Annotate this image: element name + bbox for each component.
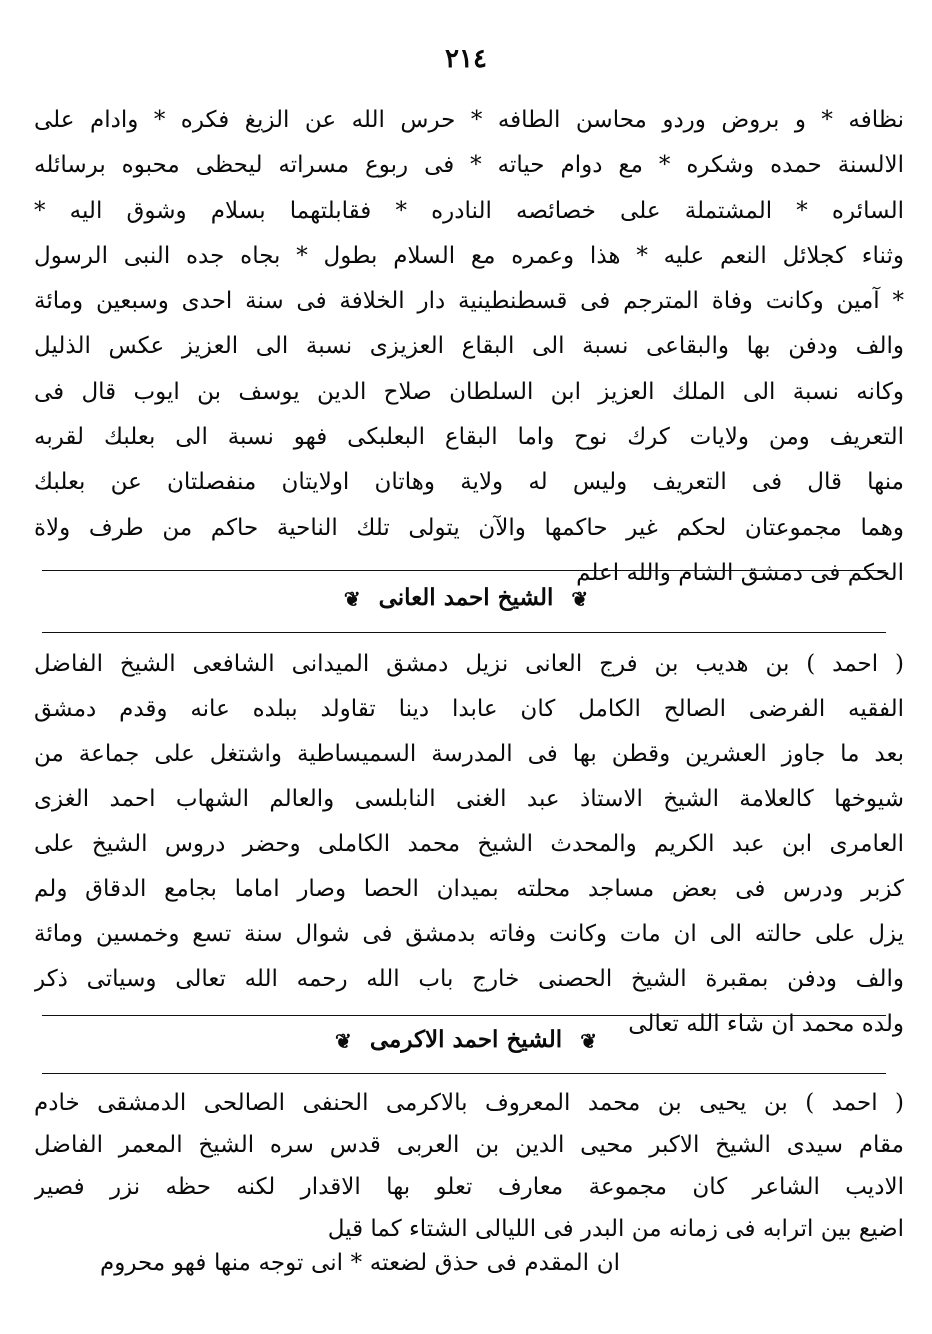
section-heading-al-ani bbox=[0, 584, 932, 611]
text-line: التعريف ومن ولايات كرك نوح واما البقاع البعلبكى فهو نسبة الى بعلبك لقربه bbox=[34, 424, 904, 451]
text-line: والف ودفن بمقبرة الشيخ الحصنى خارج باب الله رحمه الله تعالى وسياتى ذكر bbox=[34, 966, 904, 992]
continuation-paragraph bbox=[34, 98, 904, 596]
text-line: كزبر ودرس فى بعض مساجد محلته بميدان الحصا وصار اماما بجامع الدقاق ولم bbox=[34, 876, 904, 902]
text-line: منها قال فى التعريف وليس له ولاية وهاتان اولايتان منفصلتان عن بعلبك bbox=[34, 469, 904, 496]
text-line: ( احمد ) بن يحيى بن محمد المعروف بالاكرمى الحنفى الصالحى الدمشقى خادم bbox=[34, 1090, 904, 1116]
biography-al-akrami bbox=[34, 1082, 904, 1250]
text-line: شيوخها كالعلامة الشيخ الاستاذ عبد الغنى النابلسى والعالم الشهاب احمد الغزى bbox=[34, 786, 904, 812]
ornament-icon: ❦ bbox=[335, 1029, 352, 1053]
section-divider-top bbox=[42, 1015, 886, 1016]
ornament-icon: ❦ bbox=[343, 587, 361, 611]
text-line: اضيع بين اترابه فى زمانه من البدر فى الليالى الشتاء كما قيل bbox=[327, 1216, 904, 1242]
text-line: الالسنة حمده وشكره * مع دوام حياته * فى ربوع مسراته ليحظى محبوه برسائله bbox=[34, 152, 904, 179]
section-heading-al-akrami bbox=[0, 1026, 932, 1053]
text-line: ولده محمد ان شاء الله تعالى bbox=[628, 1011, 904, 1037]
text-line: نظافه * و بروض وردو محاسن الطافه * حرس الله عن الزيغ فكره * وادام على bbox=[34, 107, 904, 133]
text-line: العامرى ابن عبد الكريم والمحدث الشيخ محمد الكاملى وحضر دروس الشيخ على bbox=[34, 831, 904, 857]
text-line: الحكم فى دمشق الشام والله اعلم bbox=[576, 559, 904, 586]
text-line: يزل على حالته الى ان مات وكانت وفاته بدمشق فى شوال سنة تسع وخمسين ومائة bbox=[34, 921, 904, 947]
text-line: السائره * المشتملة على خصائصه النادره * فقابلتهما بسلام وشوق اليه * bbox=[34, 197, 904, 224]
section-divider-bottom bbox=[42, 1073, 886, 1074]
text-line: بعد ما جاوز العشرين وقطن بها فى المدرسة السميساطية واشتغل على جماعة من bbox=[34, 741, 904, 767]
text-line: وكانه نسبة الى الملك العزيز ابن السلطان صلاح الدين يوسف بن ايوب قال فى bbox=[34, 378, 904, 405]
text-line: الاديب الشاعر كان مجموعة معارف تعلو بها الاقدار لكنه حظه نزر فصير bbox=[34, 1174, 904, 1200]
section-divider-top bbox=[42, 570, 886, 571]
text-line: مقام سيدى الشيخ الاكبر محيى الدين بن العربى قدس سره الشيخ المعمر الفاضل bbox=[34, 1132, 904, 1158]
text-line: والف ودفن بها والبقاعى نسبة الى البقاع العزيزى نسبة الى العزيز عكس الذليل bbox=[34, 333, 904, 360]
section-divider-bottom bbox=[42, 632, 886, 633]
text-line: ( احمد ) بن هديب بن فرج العانى نزيل دمشق الميدانى الشافعى الشيخ الفاضل bbox=[34, 651, 904, 677]
biography-al-ani bbox=[34, 642, 904, 1047]
text-line: وهما مجموعتان لحكم غير حاكمها والآن يتولى تلك الناحية حاكم من طرف ولاة bbox=[34, 514, 904, 541]
text-line: الفقيه الفرضى الصالح الكامل كان عابدا دينا تقاولد ببلده عانه وقدم دمشق bbox=[34, 696, 904, 722]
text-line: * آمين وكانت وفاة المترجم فى قسطنطينية دار الخلافة فى سنة احدى وسبعين ومائة bbox=[34, 288, 904, 315]
section-title-text: الشيخ احمد الاكرمى bbox=[369, 1026, 563, 1053]
section-title-text: الشيخ احمد العانى bbox=[378, 584, 554, 611]
ornament-icon: ❦ bbox=[571, 587, 589, 611]
text-line: وثناء كجلائل النعم عليه * هذا وعمره مع السلام بطول * بجاه جده النبى الرسول bbox=[34, 242, 904, 269]
page-number: ٢١٤ bbox=[445, 44, 487, 74]
ornament-icon: ❦ bbox=[580, 1029, 597, 1053]
poem-verse: ان المقدم فى حذق لضعته * انى توجه منها فهو محروم bbox=[100, 1250, 620, 1276]
